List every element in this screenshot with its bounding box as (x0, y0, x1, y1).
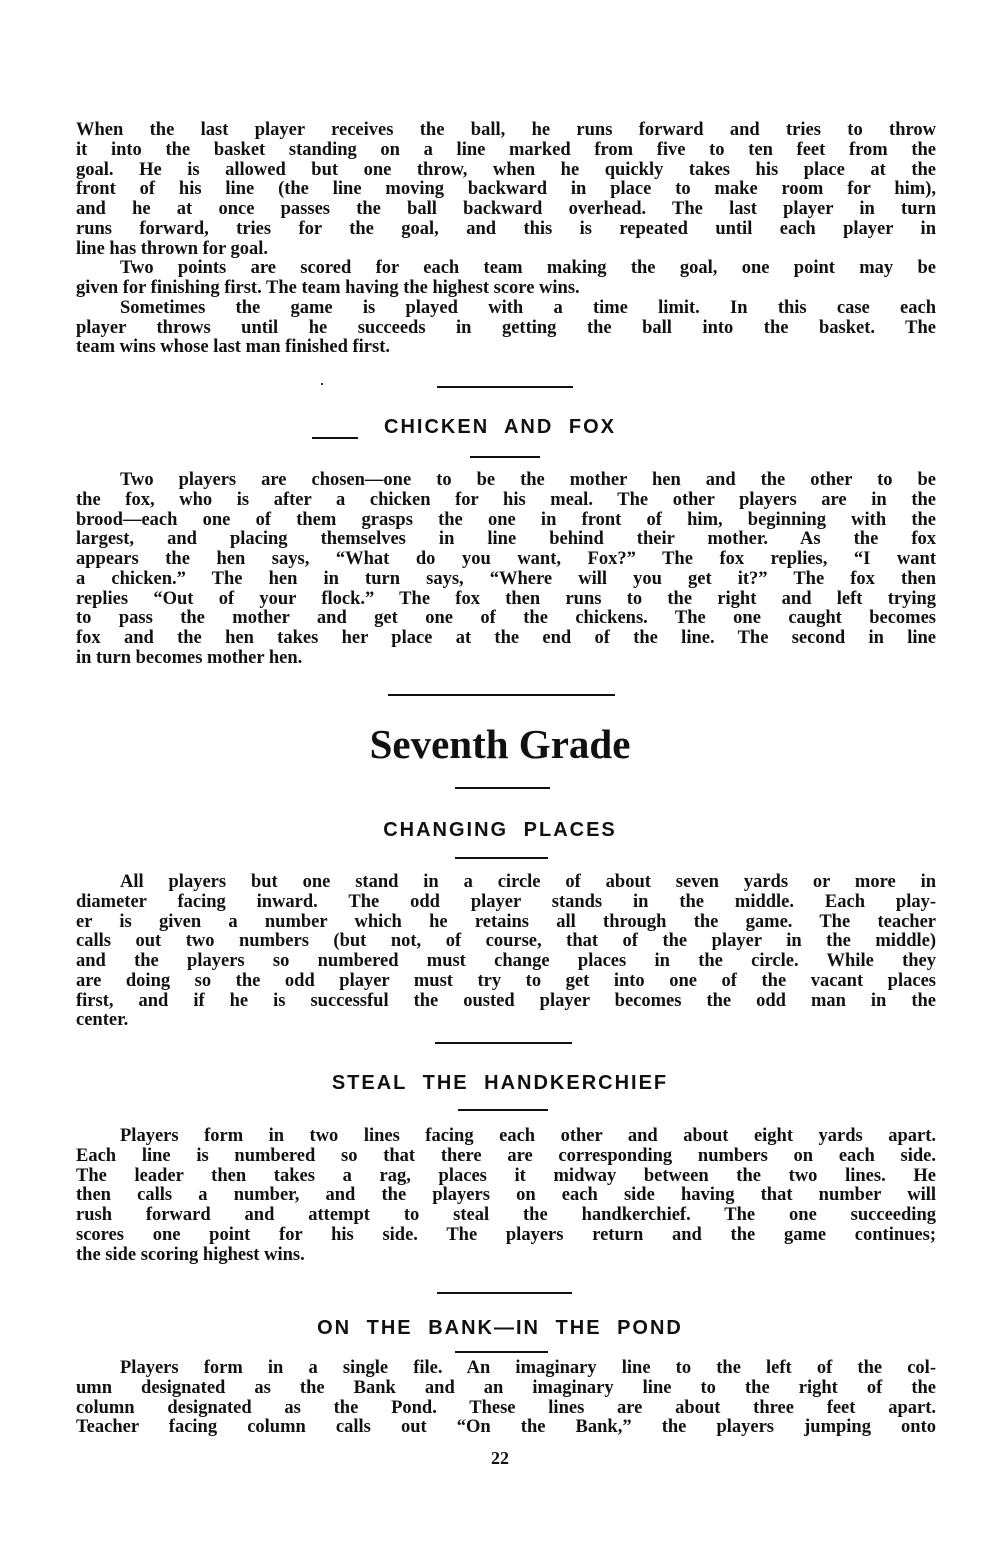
text-line: The leader then takes a rag, places it midway between the two lines. He (76, 1165, 936, 1186)
text-line: in turn becomes mother hen. (76, 647, 303, 668)
text-line: it into the basket standing on a line marked from five to ten feet from the (76, 139, 936, 160)
text-line: column designated as the Pond. These lines are about three feet apart. (76, 1397, 936, 1418)
heading-steal-the-handkerchief: STEAL THE HANDKERCHIEF (331, 1072, 669, 1094)
text-line: fox and the hen takes her place at the end of the line. The second in line (76, 628, 936, 648)
text-line: umn designated as the Bank and an imaginary line to the right of the (76, 1377, 936, 1398)
section-divider (437, 1292, 572, 1294)
heading-underline (458, 1109, 548, 1111)
text-line: line has thrown for goal. (76, 238, 269, 259)
text-line: Two points are scored for each team making the goal, one point may be (120, 258, 936, 279)
text-line: Teacher facing column calls out “On the Bank,” the players jumping onto (76, 1417, 936, 1438)
text-line: and the players so numbered must change places in the circle. While they (76, 951, 936, 971)
paragraph-steal-the-handkerchief (76, 1127, 936, 1265)
section-divider (435, 1042, 572, 1044)
text-line: Sometimes the game is played with a time limit. In this case each (120, 297, 936, 318)
text-line: Each line is numbered so that there are corresponding numbers on each side. (76, 1145, 936, 1166)
text-line: When the last player receives the ball, he runs forward and tries to throw (76, 120, 936, 140)
text-line: team wins whose last man finished first. (76, 337, 390, 358)
text-line: the side scoring highest wins. (76, 1244, 305, 1265)
text-line: are doing so the odd player must try to get into one of the vacant places (76, 970, 936, 991)
text-line: the fox, who is after a chicken for his meal. The other players are in the (76, 489, 936, 510)
text-line: diameter facing inward. The odd player stands in the middle. Each play- (76, 891, 936, 912)
text-line: goal. He is allowed but one throw, when he quickly takes his place at the (76, 159, 936, 180)
text-line: Two players are chosen—one to be the mother hen and the other to be (120, 470, 936, 490)
grade-title: Seventh Grade (369, 721, 631, 767)
text-line: brood—each one of them grasps the one in front of him, beginning with the (76, 509, 936, 530)
grade-divider (388, 694, 615, 696)
text-line: a chicken.” The hen in turn says, “Where will you get it?” The fox then (76, 568, 936, 589)
page-number: 22 (491, 1448, 509, 1468)
text-line: front of his line (the line moving backward in place to make room for him), (76, 179, 936, 200)
text-line: given for finishing first. The team having the highest score wins. (76, 278, 580, 298)
text-line: Players form in a single file. An imaginary line to the left of the col- (120, 1358, 936, 1378)
text-line: All players but one stand in a circle of about seven yards or more in (120, 872, 936, 892)
paragraph-on-the-bank (76, 1359, 936, 1438)
text-line: runs forward, tries for the goal, and this is repeated until each player in (76, 218, 936, 239)
heading-changing-places: CHANGING PLACES (383, 819, 617, 841)
heading-underline (455, 857, 548, 859)
text-line: and he at once passes the ball backward overhead. The last player in turn (76, 199, 936, 219)
paragraph-chicken-and-fox (76, 471, 936, 669)
scan-speck (321, 383, 323, 385)
paragraph-relay-rules (76, 121, 936, 358)
heading-underline (455, 1351, 548, 1353)
text-line: then calls a number, and the players on each side having that number will (76, 1185, 936, 1206)
text-line: first, and if he is successful the ousted player becomes the odd man in the (76, 990, 936, 1011)
text-line: scores one point for his side. The players return and the game continues; (76, 1224, 936, 1245)
text-line: rush forward and attempt to steal the handkerchief. The one succeeding (76, 1205, 936, 1225)
heading-on-the-bank: ON THE BANK—IN THE POND (317, 1317, 683, 1339)
text-line: player throws until he succeeds in getting the ball into the basket. The (76, 317, 936, 338)
text-line: to pass the mother and get one of the chickens. The one caught becomes (76, 608, 936, 629)
title-underline (455, 787, 550, 789)
text-line: er is given a number which he retains all through the game. The teacher (76, 911, 936, 932)
section-divider (437, 386, 573, 388)
text-line: center. (76, 1010, 129, 1031)
text-line: largest, and placing themselves in line behind their mother. As the fox (76, 529, 936, 550)
heading-chicken-and-fox: CHICKEN AND FOX (384, 416, 616, 438)
text-line: appears the hen says, “What do you want, Fox?” The fox replies, “I want (76, 549, 936, 569)
paragraph-changing-places (76, 873, 936, 1031)
text-line: calls out two numbers (but not, of course, that of the player in the middle) (76, 931, 936, 952)
heading-underline (470, 456, 540, 458)
text-line: replies “Out of your flock.” The fox then runs to the right and left trying (76, 588, 936, 609)
text-line: Players form in two lines facing each other and about eight yards apart. (120, 1126, 936, 1146)
